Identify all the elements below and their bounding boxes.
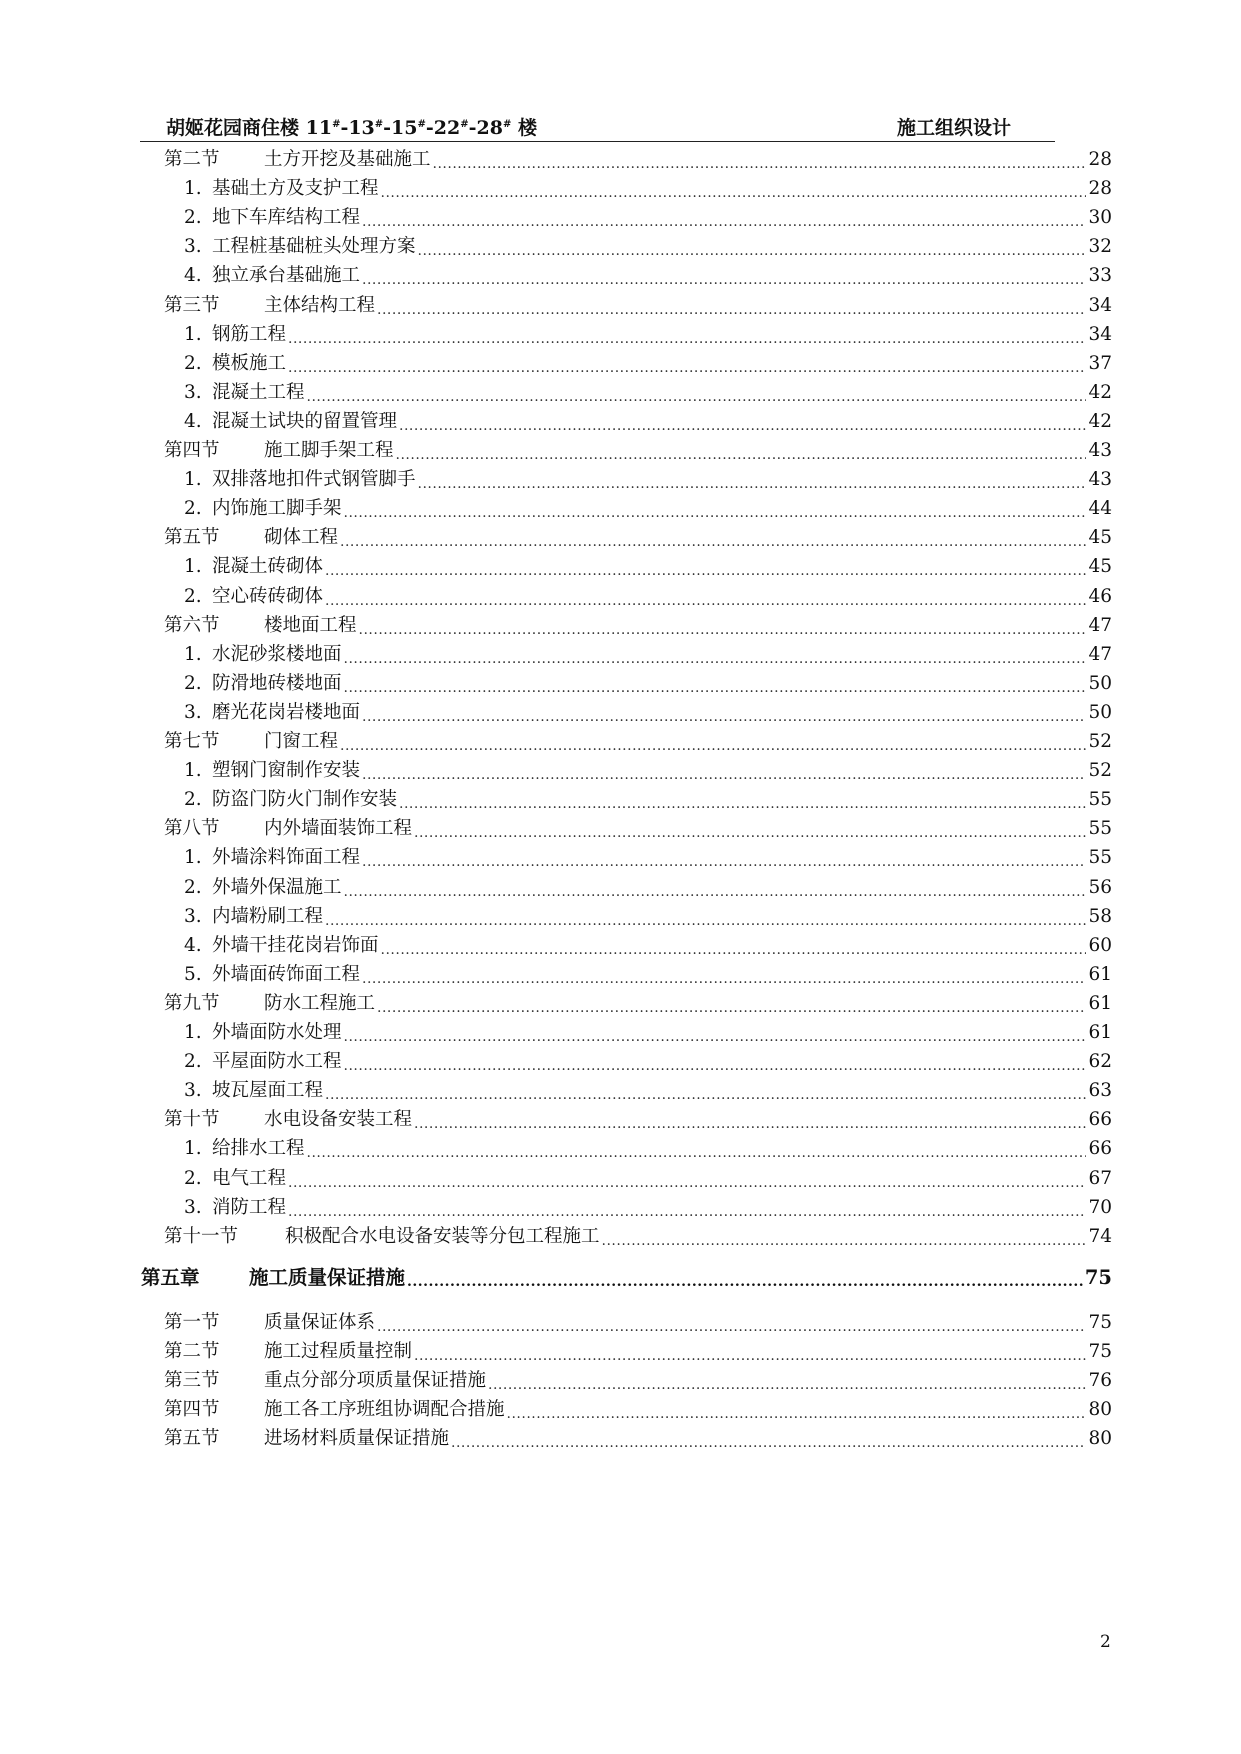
toc-entry-number: 2. <box>184 585 202 607</box>
toc-entry-page: 63 <box>1088 1080 1112 1102</box>
toc-entry-page: 61 <box>1088 963 1112 985</box>
toc-dot-leader <box>418 466 1087 494</box>
page-number: 2 <box>1100 1632 1111 1652</box>
toc-entry-number: 1. <box>184 760 202 782</box>
toc-entry-title: 防水工程施工 <box>264 992 376 1014</box>
toc-entry-page: 66 <box>1088 1138 1112 1160</box>
toc-entry-number: 第五节 <box>164 1428 220 1450</box>
toc-entry-page: 43 <box>1088 469 1112 491</box>
toc-dot-leader <box>325 1077 1086 1105</box>
toc-entry-title: 工程桩基础桩头处理方案 <box>212 236 416 258</box>
toc-item-entry[interactable] <box>184 699 1112 727</box>
toc-entry-number: 3. <box>184 905 202 927</box>
toc-entry-title: 门窗工程 <box>264 731 339 752</box>
toc-item-entry[interactable] <box>184 466 1112 494</box>
header-title-part: 楼 <box>511 117 537 139</box>
toc-entry-page: 28 <box>1088 178 1112 200</box>
toc-entry-page: 45 <box>1088 556 1112 578</box>
toc-entry-number: 2. <box>184 352 202 374</box>
toc-entry-page: 67 <box>1088 1167 1112 1189</box>
toc-entry-title: 内外墙面装饰工程 <box>264 818 413 840</box>
toc-item-entry[interactable] <box>184 262 1112 290</box>
toc-entry-number: 2. <box>184 789 202 811</box>
toc-dot-leader <box>433 146 1087 174</box>
toc-dot-leader <box>362 699 1086 727</box>
toc-dot-leader <box>507 1396 1087 1424</box>
toc-entry-page: 80 <box>1088 1428 1112 1450</box>
toc-entry-number: 第五节 <box>164 527 220 549</box>
toc-entry-number: 3. <box>184 236 202 258</box>
toc-entry-number: 第四节 <box>164 440 220 461</box>
toc-entry-page: 76 <box>1088 1370 1112 1392</box>
toc-entry-title: 混凝土试块的留置管理 <box>212 410 398 432</box>
toc-entry-number: 1. <box>184 643 202 665</box>
header-rule <box>140 141 1055 142</box>
toc-entry-title: 施工脚手架工程 <box>264 440 394 461</box>
toc-dot-leader <box>414 1338 1086 1366</box>
toc-section-entry[interactable] <box>164 1396 1112 1424</box>
toc-dot-leader <box>396 437 1087 465</box>
toc-entry-page: 52 <box>1088 731 1112 752</box>
toc-entry-page: 75 <box>1088 1311 1112 1333</box>
toc-entry-title: 外墙干挂花岗岩饰面 <box>212 934 379 956</box>
toc-section-entry[interactable] <box>164 815 1112 843</box>
toc-item-entry[interactable] <box>184 961 1112 989</box>
header-project-title <box>166 113 537 140</box>
toc-section-entry[interactable] <box>164 1367 1112 1395</box>
toc-dot-leader <box>377 292 1086 320</box>
toc-entry-page: 34 <box>1088 323 1112 345</box>
toc-entry-page: 55 <box>1088 818 1112 840</box>
building-number-mark: # <box>332 119 341 130</box>
toc-dot-leader <box>344 1019 1087 1047</box>
toc-dot-leader <box>362 961 1086 989</box>
toc-entry-number: 3. <box>184 1196 202 1218</box>
toc-dot-leader <box>362 844 1086 872</box>
toc-item-entry[interactable] <box>184 408 1112 436</box>
toc-entry-title: 质量保证体系 <box>264 1311 376 1333</box>
toc-section-entry[interactable] <box>164 1223 1112 1251</box>
toc-item-entry[interactable] <box>184 350 1112 378</box>
toc-entry-title: 给排水工程 <box>212 1138 305 1160</box>
toc-dot-leader <box>414 815 1086 843</box>
toc-entry-title: 施工过程质量控制 <box>264 1341 413 1362</box>
toc-item-entry[interactable] <box>184 321 1112 349</box>
toc-item-entry[interactable] <box>184 1019 1112 1047</box>
toc-entry-title: 施工各工序班组协调配合措施 <box>264 1399 505 1421</box>
toc-entry-number: 第十节 <box>164 1109 220 1131</box>
toc-dot-leader <box>488 1367 1086 1395</box>
toc-dot-leader <box>344 641 1087 669</box>
toc-item-entry[interactable] <box>184 583 1112 611</box>
toc-entry-page: 50 <box>1088 701 1112 723</box>
header-title-part: 胡姬花园商住楼 11 <box>166 117 333 139</box>
toc-item-entry[interactable] <box>184 1077 1112 1105</box>
toc-section-entry[interactable] <box>164 292 1112 320</box>
toc-item-entry[interactable] <box>184 641 1112 669</box>
toc-entry-title: 外墙涂料饰面工程 <box>212 847 361 869</box>
toc-entry-title: 水泥砂浆楼地面 <box>212 643 342 665</box>
toc-dot-leader <box>399 786 1086 814</box>
toc-entry-number: 第二节 <box>164 149 220 170</box>
toc-entry-number: 3. <box>184 381 202 403</box>
toc-entry-title: 内墙粉刷工程 <box>212 905 324 927</box>
toc-section-entry[interactable] <box>164 524 1112 552</box>
toc-item-entry[interactable] <box>184 233 1112 261</box>
toc-entry-title: 楼地面工程 <box>264 614 357 636</box>
toc-dot-leader <box>381 175 1087 203</box>
toc-entry-title: 外墙面砖饰面工程 <box>212 963 361 985</box>
toc-entry-title: 塑钢门窗制作安装 <box>212 760 361 782</box>
toc-item-entry[interactable] <box>184 1194 1112 1222</box>
toc-entry-page: 42 <box>1088 410 1112 432</box>
toc-dot-leader <box>414 1106 1086 1134</box>
toc-dot-leader <box>344 874 1087 902</box>
toc-entry-page: 37 <box>1088 352 1112 374</box>
toc-item-entry[interactable] <box>184 1165 1112 1193</box>
toc-entry-page: 46 <box>1088 585 1112 607</box>
toc-entry-number: 第三节 <box>164 294 220 316</box>
header-title-part: -28 <box>468 117 503 139</box>
toc-entry-title: 防滑地砖楼地面 <box>212 672 342 694</box>
toc-entry-title: 空心砖砖砌体 <box>212 585 324 607</box>
toc-entry-title: 基础土方及支护工程 <box>212 178 379 200</box>
toc-entry-title: 水电设备安装工程 <box>264 1109 413 1131</box>
toc-dot-leader <box>307 379 1087 407</box>
toc-entry-number: 第十一节 <box>164 1225 239 1247</box>
toc-entry-title: 主体结构工程 <box>264 294 376 316</box>
toc-entry-number: 第三节 <box>164 1370 220 1392</box>
toc-section-entry[interactable] <box>164 1106 1112 1134</box>
toc-entry-number: 2. <box>184 672 202 694</box>
toc-dot-leader <box>407 1264 1083 1292</box>
toc-item-entry[interactable] <box>184 932 1112 960</box>
toc-dot-leader <box>288 1194 1086 1222</box>
toc-dot-leader <box>325 903 1086 931</box>
toc-dot-leader <box>288 350 1086 378</box>
toc-item-entry[interactable] <box>184 175 1112 203</box>
toc-item-entry[interactable] <box>184 204 1112 232</box>
toc-entry-title: 模板施工 <box>212 352 287 374</box>
toc-entry-number: 2. <box>184 1167 202 1189</box>
toc-entry-number: 第九节 <box>164 992 220 1014</box>
toc-entry-number: 1. <box>184 323 202 345</box>
toc-entry-page: 28 <box>1088 149 1112 170</box>
toc-entry-title: 砌体工程 <box>264 527 339 549</box>
toc-entry-number: 第二节 <box>164 1341 220 1362</box>
toc-entry-page: 60 <box>1088 934 1112 956</box>
toc-dot-leader <box>418 233 1087 261</box>
toc-entry-page: 75 <box>1084 1265 1112 1289</box>
toc-item-entry[interactable] <box>184 379 1112 407</box>
toc-entry-number: 第七节 <box>164 731 220 752</box>
building-number-mark: # <box>417 119 426 130</box>
toc-item-entry[interactable] <box>184 495 1112 523</box>
toc-entry-number: 3. <box>184 1080 202 1102</box>
toc-entry-page: 43 <box>1088 440 1112 461</box>
header-title-part: -15 <box>383 117 418 139</box>
toc-item-entry[interactable] <box>184 757 1112 785</box>
toc-entry-page: 74 <box>1088 1225 1112 1247</box>
page-header <box>140 113 1055 143</box>
toc-dot-leader <box>344 1048 1087 1076</box>
toc-entry-page: 62 <box>1088 1051 1112 1073</box>
toc-dot-leader <box>325 583 1086 611</box>
toc-item-entry[interactable] <box>184 844 1112 872</box>
toc-entry-title: 独立承台基础施工 <box>212 265 361 287</box>
toc-item-entry[interactable] <box>184 903 1112 931</box>
toc-section-entry[interactable] <box>164 990 1112 1018</box>
toc-entry-number: 2. <box>184 207 202 229</box>
toc-entry-number: 4. <box>184 934 202 956</box>
toc-entry-title: 双排落地扣件式钢管脚手 <box>212 469 416 491</box>
toc-item-entry[interactable] <box>184 1048 1112 1076</box>
header-title-part: -22 <box>425 117 461 139</box>
toc-entry-number: 4. <box>184 265 202 287</box>
toc-dot-leader <box>288 321 1086 349</box>
toc-entry-title: 内饰施工脚手架 <box>212 498 342 520</box>
toc-entry-page: 61 <box>1088 992 1112 1014</box>
toc-entry-number: 1. <box>184 847 202 869</box>
toc-dot-leader <box>399 408 1086 436</box>
toc-dot-leader <box>344 670 1087 698</box>
toc-entry-page: 47 <box>1088 614 1112 636</box>
building-number-mark: # <box>460 119 469 130</box>
toc-dot-leader <box>359 612 1087 640</box>
toc-dot-leader <box>451 1425 1086 1453</box>
toc-entry-page: 52 <box>1088 760 1112 782</box>
toc-entry-title: 地下车库结构工程 <box>212 207 361 229</box>
toc-chapter-entry[interactable] <box>141 1264 1112 1292</box>
toc-entry-number: 1. <box>184 556 202 578</box>
toc-entry-title: 施工质量保证措施 <box>249 1265 406 1289</box>
toc-entry-number: 2. <box>184 1051 202 1073</box>
toc-section-entry[interactable] <box>164 612 1112 640</box>
toc-entry-title: 平屋面防水工程 <box>212 1051 342 1073</box>
toc-entry-title: 外墙面防水处理 <box>212 1022 342 1043</box>
toc-entry-number: 第四节 <box>164 1399 220 1421</box>
toc-item-entry[interactable] <box>184 874 1112 902</box>
toc-entry-page: 55 <box>1088 789 1112 811</box>
toc-entry-page: 80 <box>1088 1399 1112 1421</box>
toc-dot-leader <box>340 728 1086 756</box>
toc-section-entry[interactable] <box>164 1425 1112 1453</box>
toc-entry-page: 58 <box>1088 905 1112 927</box>
toc-entry-number: 2. <box>184 876 202 898</box>
toc-entry-title: 磨光花岗岩楼地面 <box>212 701 361 723</box>
toc-dot-leader <box>325 553 1086 581</box>
toc-entry-number: 1. <box>184 469 202 491</box>
building-number-mark: # <box>502 119 512 130</box>
toc-dot-leader <box>362 262 1086 290</box>
toc-section-entry[interactable] <box>164 437 1112 465</box>
toc-section-entry[interactable] <box>164 1309 1112 1337</box>
toc-entry-page: 70 <box>1088 1196 1112 1218</box>
toc-entry-page: 55 <box>1088 847 1112 869</box>
toc-dot-leader <box>288 1165 1086 1193</box>
toc-entry-number: 第五章 <box>141 1265 200 1289</box>
toc-entry-page: 45 <box>1088 527 1112 549</box>
header-document-type: 施工组织设计 <box>896 117 1011 139</box>
toc-dot-leader <box>377 1309 1086 1337</box>
toc-dot-leader <box>362 757 1086 785</box>
toc-entry-title: 钢筋工程 <box>212 323 287 345</box>
toc-item-entry[interactable] <box>184 786 1112 814</box>
toc-entry-title: 电气工程 <box>212 1167 287 1189</box>
toc-dot-leader <box>381 932 1087 960</box>
toc-entry-number: 5. <box>184 963 202 985</box>
toc-entry-page: 32 <box>1088 236 1112 258</box>
toc-entry-number: 第一节 <box>164 1311 220 1333</box>
toc-entry-title: 混凝土砖砌体 <box>212 556 324 578</box>
toc-entry-page: 66 <box>1088 1109 1112 1131</box>
toc-entry-number: 第六节 <box>164 614 220 636</box>
toc-entry-page: 61 <box>1088 1022 1112 1043</box>
toc-entry-title: 坡瓦屋面工程 <box>212 1080 324 1102</box>
toc-entry-number: 1. <box>184 1022 202 1043</box>
toc-dot-leader <box>377 990 1086 1018</box>
toc-section-entry[interactable] <box>164 146 1112 174</box>
toc-dot-leader <box>602 1223 1087 1251</box>
toc-entry-title: 混凝土工程 <box>212 381 305 403</box>
toc-entry-number: 2. <box>184 498 202 520</box>
toc-entry-page: 75 <box>1088 1341 1112 1362</box>
toc-dot-leader <box>362 204 1086 232</box>
toc-entry-title: 土方开挖及基础施工 <box>264 149 431 170</box>
toc-entry-title: 重点分部分项质量保证措施 <box>264 1370 487 1392</box>
toc-entry-page: 56 <box>1088 876 1112 898</box>
toc-entry-title: 消防工程 <box>212 1196 287 1218</box>
toc-entry-page: 30 <box>1088 207 1112 229</box>
toc-entry-number: 4. <box>184 410 202 432</box>
toc-entry-title: 进场材料质量保证措施 <box>264 1428 450 1450</box>
toc-entry-number: 第八节 <box>164 818 220 840</box>
building-number-mark: # <box>374 119 384 130</box>
toc-section-entry[interactable] <box>164 1338 1112 1366</box>
toc-entry-page: 42 <box>1088 381 1112 403</box>
toc-dot-leader <box>307 1135 1087 1163</box>
toc-dot-leader <box>344 495 1087 523</box>
toc-entry-title: 外墙外保温施工 <box>212 876 342 898</box>
toc-item-entry[interactable] <box>184 670 1112 698</box>
toc-section-entry[interactable] <box>164 728 1112 756</box>
toc-item-entry[interactable] <box>184 1135 1112 1163</box>
toc-entry-title: 防盗门防火门制作安装 <box>212 789 398 811</box>
toc-entry-number: 3. <box>184 701 202 723</box>
header-title-part: -13 <box>340 117 375 139</box>
toc-entry-page: 47 <box>1088 643 1112 665</box>
toc-entry-number: 1. <box>184 178 202 200</box>
toc-entry-page: 44 <box>1088 498 1112 520</box>
toc-entry-page: 34 <box>1088 294 1112 316</box>
toc-entry-title: 积极配合水电设备安装等分包工程施工 <box>285 1225 600 1247</box>
toc-dot-leader <box>340 524 1086 552</box>
toc-entry-page: 50 <box>1088 672 1112 694</box>
toc-entry-number: 1. <box>184 1138 202 1160</box>
toc-item-entry[interactable] <box>184 553 1112 581</box>
toc-entry-page: 33 <box>1088 265 1112 287</box>
